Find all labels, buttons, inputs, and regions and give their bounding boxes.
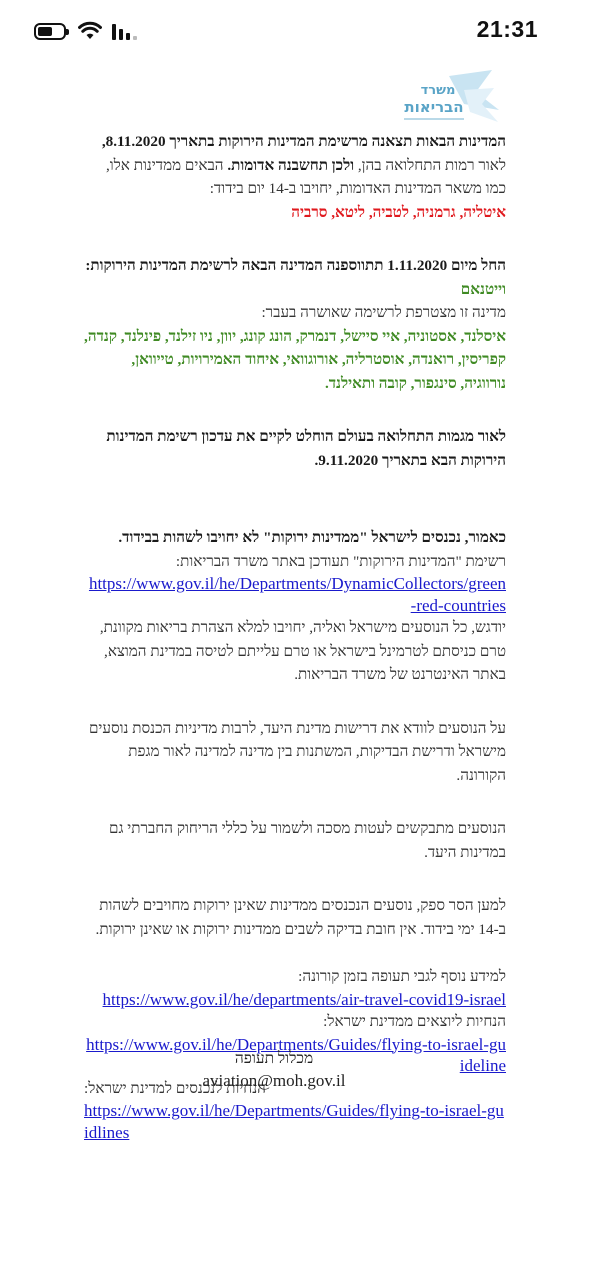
destination-requirements-paragraph: על הנוסעים לוודא את דרישות מדינת היעד, לרבות מדיניות הכנסת נוסעים מישראל ודרישת הבדיקות, המשתנות בין מדינה למדינה לאור מגפת הקורונה. <box>88 719 506 784</box>
cellular-signal-icon <box>112 24 138 40</box>
mask-paragraph: הנוסעים מתבקשים לעטות מסכה ולשמור על כללי הריחוק החברתי גם במדינות היעד. <box>109 820 506 861</box>
isolation-clarification-paragraph: למען הסר ספק, נוסעים הנכנסים ממדינות שאינן ירוקות מחויבים לשהות ב-14 ימי בידוד. אין חובת בדיקה לשבים ממדינות ירוקות או שאינן ירוקות. <box>95 897 506 938</box>
paragraph-green-list-exit: המדינות הבאות תצאנה מרשימת המדינות הירוקות בתאריך 8.11.2020, לאור רמות התחלואה בהן, ולכן תחשבנה אדומות. הבאים ממדינות אלו, כמו משאר המדינות האדומות, יחויבו ב-14 יום בידוד: <box>101 133 506 197</box>
logo-text-line1: משרד <box>420 83 456 98</box>
logo-text-line2: הבריאות <box>404 98 464 116</box>
status-bar <box>0 0 591 66</box>
flying-to-israel-guideline-link[interactable]: https://www.gov.il/he/Departments/Guides/flying-to-israel-guideline <box>86 1034 506 1075</box>
outbound-guidelines-label: הנחיות ליוצאים ממדינת ישראל: <box>323 1013 506 1030</box>
no-isolation-notice: כאמור, נכנסים לישראל "ממדינות ירוקות" לא יחויבו לשהות בבידוד. <box>118 529 506 546</box>
footer-email: aviation@moh.gov.il <box>202 1071 346 1090</box>
ministry-of-health-logo <box>394 70 504 130</box>
air-travel-covid-link[interactable]: https://www.gov.il/he/departments/air-travel-covid19-israel <box>102 989 506 1009</box>
footer-signature <box>84 1048 464 1092</box>
red-countries-list: איטליה, גרמניה, לטביה, ליטא, סרביה <box>291 203 506 221</box>
wifi-icon <box>78 21 102 41</box>
aviation-info-label: למידע נוסף לגבי תעופה בזמן קורונה: <box>298 968 506 985</box>
green-countries-list: איסלנד, אסטוניה, איי סיישל, דנמרק, הונג קונג, יוון, ניו זילנד, פינלנד, קנדה, קפריסין, רואנדה, אוסטרליה, אורוגוואי, איחוד האמירויות, טייוואן, נורווגיה, סינגפור, קובה ותאילנד. <box>84 327 506 392</box>
next-update-notice: לאור מגמות התחלואה בעולם הוחלט לקיים את עדכון רשימת המדינות הירוקות הבא בתאריך 9.11.2020. <box>106 428 506 469</box>
status-time: 21:31 <box>476 16 538 42</box>
green-list-addition-heading: החל מיום 1.11.2020 תתווספנה המדינה הבאה לרשימת המדינות הירוקות: <box>85 257 506 274</box>
battery-icon <box>34 23 66 40</box>
flying-to-israel-guidlines-link[interactable]: https://www.gov.il/he/Departments/Guides/flying-to-israel-guidlines <box>84 1101 504 1142</box>
green-red-countries-link[interactable]: https://www.gov.il/he/Departments/DynamicCollectors/green-red-countries <box>88 574 506 615</box>
health-declaration-paragraph: יודגש, כל הנוסעים מישראל ואליה, יחויבו למלא הצהרת בריאות מקוונת, טרם כניסתם לטרמינל בישראל או טרם עלייתם לטיסה במדינת המוצא, באתר האינטרנט של משרד הבריאות. <box>99 619 506 683</box>
footer-department: מכלול תעופה <box>234 1050 314 1067</box>
inbound-guidelines-label: הנחיות לנכנסים למדינת ישראל: <box>84 1079 266 1097</box>
new-green-country: וייטנאם <box>460 280 506 298</box>
previously-approved-label: מדינה זו מצטרפת לרשימה שאושרה בעבר: <box>261 304 506 321</box>
green-list-site-label: רשימת "המדינות הירוקות" תעודכן באתר משרד הבריאות: <box>175 552 506 570</box>
article-body <box>84 130 506 1143</box>
